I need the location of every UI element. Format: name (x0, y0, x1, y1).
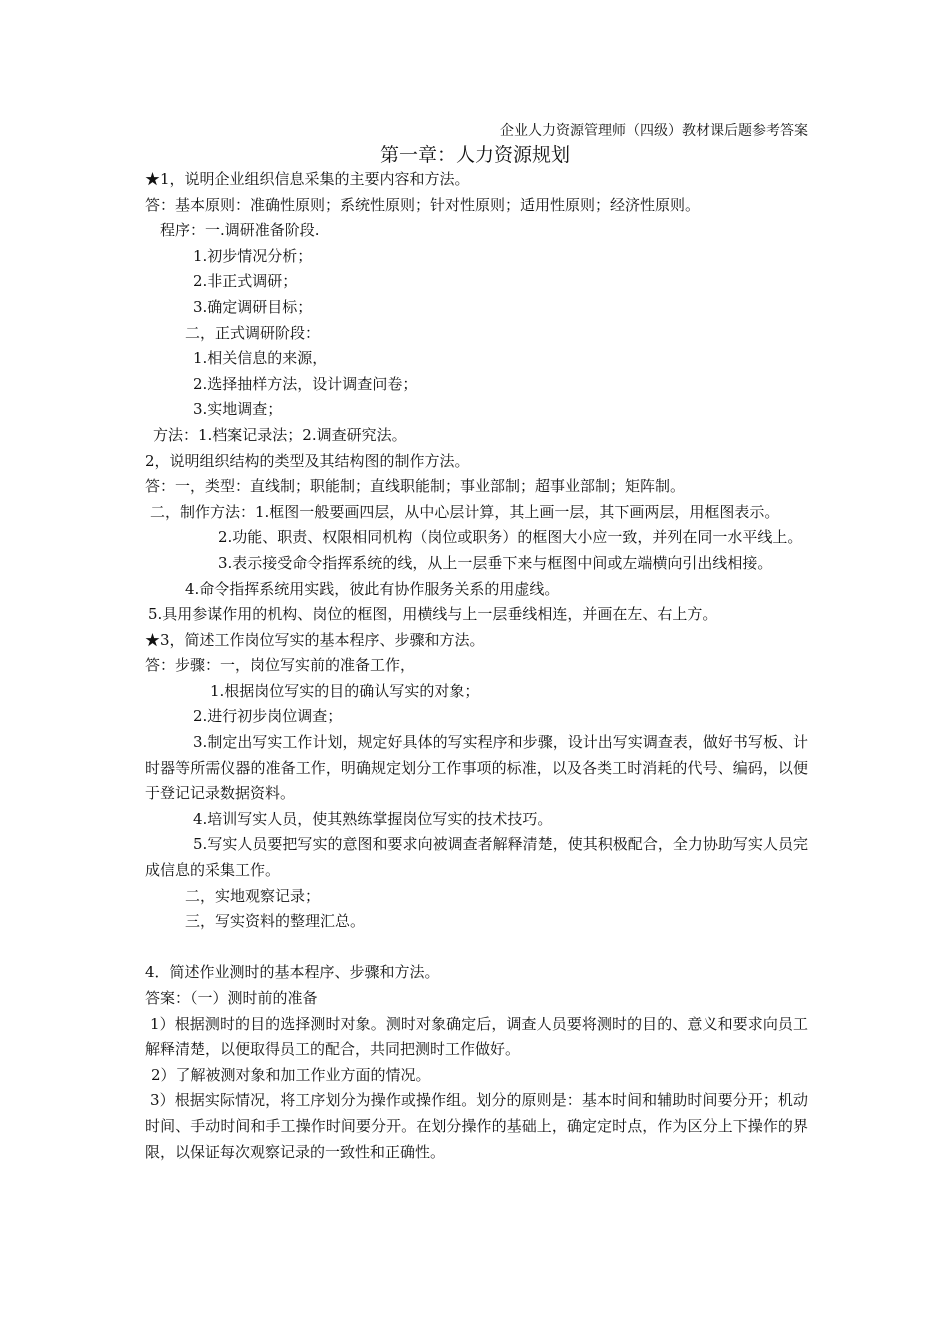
document-body (145, 167, 808, 1165)
answer-paragraph: 2.功能、职责、权限相同机构（岗位或职务）的框图大小应一致，并列在同一水平线上。 (218, 528, 803, 547)
answer-paragraph: 3.表示接受命令指挥系统的线，从上一层垂下来与框图中间或左端横向引出线相接。 (218, 553, 773, 572)
list-item: 1.根据岗位写实的目的确认写实的对象； (210, 681, 480, 700)
answer-paragraph: 3.制定出写实工作计划，规定好具体的写实程序和步骤，设计出写实调查表，做好书写板、计时器等所需仪器的准备工作，明确规定划分工作事项的标准，以及各类工时消耗的代号、编码，以便于登记记录数据资料。 (145, 733, 808, 803)
answer-paragraph: 二，制作方法：1.框图一般要画四层，从中心层计算，其上画一层，其下画两层，用框图表示。 (150, 502, 780, 521)
list-item: 3.实地调查； (193, 400, 283, 419)
procedure-line: 程序：一.调研准备阶段. (160, 221, 320, 240)
list-item: 5.具用参谋作用的机构、岗位的框图，用横线与上一层垂线相连，并画在左、右上方。 (148, 605, 718, 624)
question-heading: 4．简述作业测时的基本程序、步骤和方法。 (145, 963, 440, 982)
list-item: 4.培训写实人员，使其熟练掌握岗位写实的技术技巧。 (193, 809, 553, 828)
list-item: 1.相关信息的来源， (193, 349, 328, 368)
method-line: 方法：1.档案记录法；2.调查研究法。 (153, 425, 407, 444)
chapter-title: 第一章：人力资源规划 (379, 144, 570, 166)
list-item: 2.选择抽样方法，设计调查问卷； (193, 374, 418, 393)
answer-paragraph: 3）根据实际情况，将工序划分为操作或操作组。划分的原则是：基本时间和辅助时间要分开；机动时间、手动时间和手工操作时间要分开。在划分操作的基础上，确定定时点，作为区分上下操作的界限，以保证每次观察记录的一致性和正确性。 (145, 1091, 808, 1161)
answer-paragraph: 1）根据测时的目的选择测时对象。测时对象确定后，调查人员要将测时的目的、意义和要求向员工解释清楚，以便取得员工的配合，共同把测时工作做好。 (145, 1014, 808, 1059)
question-heading: 2，说明组织结构的类型及其结构图的制作方法。 (145, 451, 470, 470)
list-item: 2）了解被测对象和加工作业方面的情况。 (151, 1065, 431, 1084)
list-item: 3.确定调研目标； (193, 297, 313, 316)
procedure-line: 二，正式调研阶段： (185, 323, 321, 342)
document-subtitle: 企业人力资源管理师（四级）教材课后题参考答案 (500, 123, 808, 139)
question-heading: ★3，简述工作岗位写实的基本程序、步骤和方法。 (145, 630, 485, 649)
list-item: 4.命令指挥系统用实践，彼此有协作服务关系的用虚线。 (185, 579, 560, 598)
list-item: 1.初步情况分析； (193, 246, 313, 265)
list-item: 二，实地观察记录； (185, 886, 321, 905)
question-heading: ★1，说明企业组织信息采集的主要内容和方法。 (145, 170, 470, 188)
answer-paragraph: 5.写实人员要把写实的意图和要求向被调查者解释清楚，使其积极配合，全力协助写实人员完成信息的采集工作。 (145, 835, 808, 880)
blank-line (145, 935, 808, 961)
answer-line: 答：一，类型：直线制；职能制；直线职能制；事业部制；超事业部制；矩阵制。 (145, 477, 686, 496)
answer-line: 答案：（一）测时前的准备 (145, 989, 318, 1007)
list-item: 三，写实资料的整理汇总。 (185, 912, 366, 931)
answer-line: 答：基本原则：准确性原则；系统性原则；针对性原则；适用性原则；经济性原则。 (145, 195, 701, 214)
answer-line: 答：步骤：一，岗位写实前的准备工作， (145, 656, 416, 675)
list-item: 2.非正式调研； (193, 272, 298, 291)
list-item: 2.进行初步岗位调查； (193, 707, 343, 726)
